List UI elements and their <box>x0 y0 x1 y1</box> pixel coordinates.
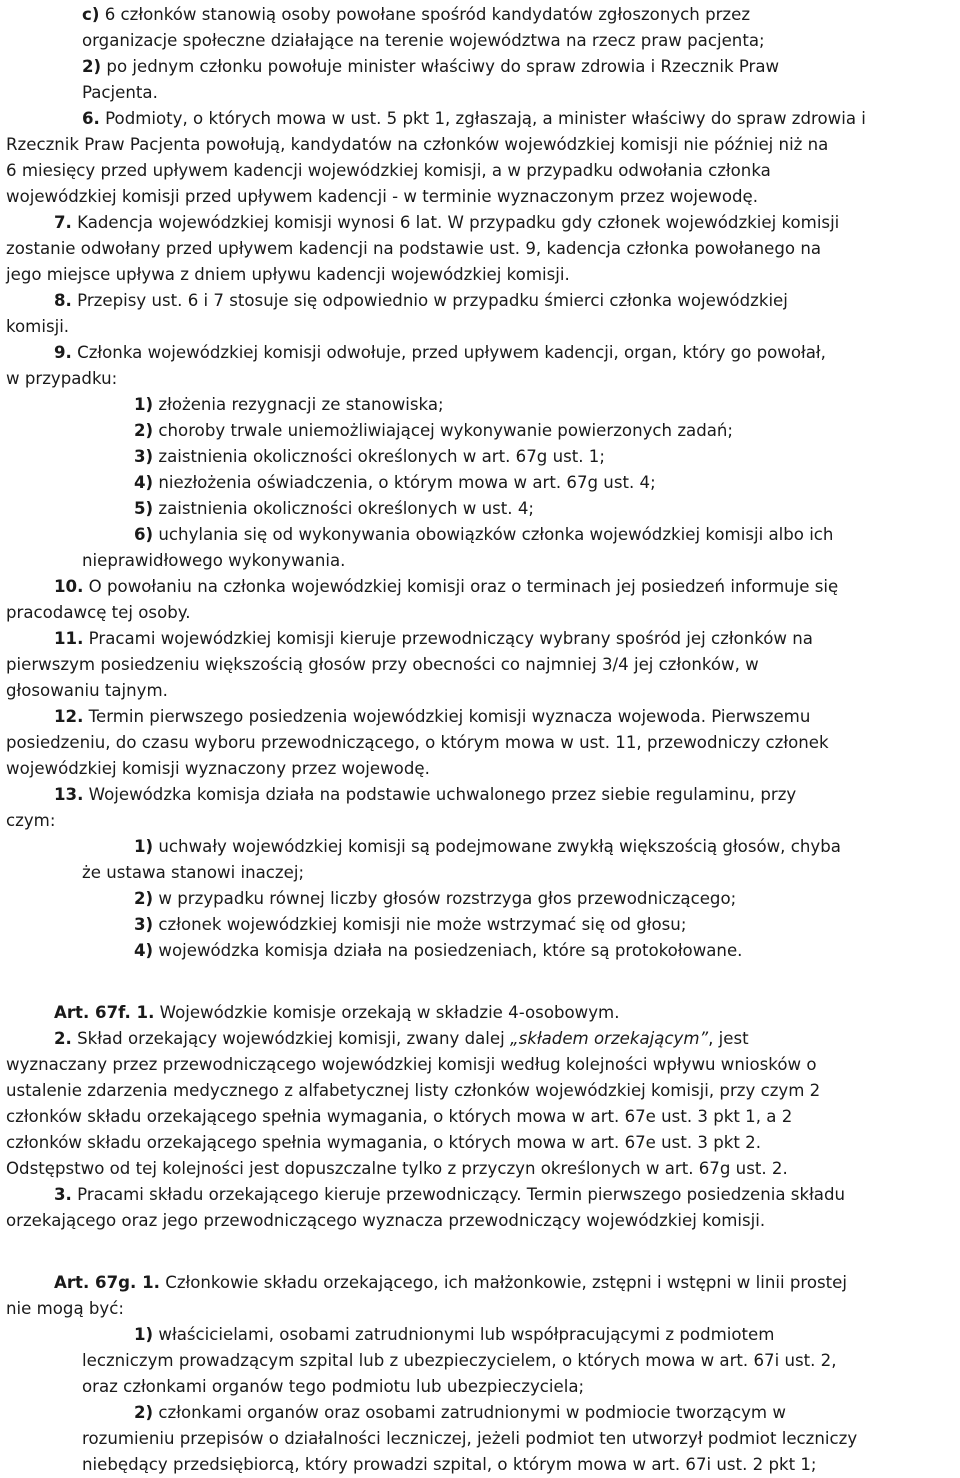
text-line <box>82 2 750 28</box>
line-text: czym: <box>6 811 56 830</box>
text-line <box>6 730 829 756</box>
line-text: Pracami składu orzekającego kieruje przewodniczący. Termin pierwszego posiedzenia składu <box>71 1185 845 1204</box>
text-line <box>134 522 833 548</box>
text-line <box>6 1156 788 1182</box>
item-label: Art. 67f. 1. <box>54 1003 155 1022</box>
line-text: wojewódzka komisja działa na posiedzeniach, które są protokołowane. <box>153 941 743 960</box>
line-text: Członka wojewódzkiej komisji odwołuje, przed upływem kadencji, organ, który go powołał, <box>71 343 826 362</box>
text-line <box>54 1182 845 1208</box>
line-text: Rzecznik Praw Pacjenta powołują, kandydatów na członków wojewódzkiej komisji nie później niż na <box>6 135 829 154</box>
text-line <box>82 1452 817 1478</box>
item-label: c) <box>82 5 100 24</box>
text-line <box>54 626 813 652</box>
line-text: komisji. <box>6 317 70 336</box>
text-line <box>6 1104 792 1130</box>
line-text: orzekającego oraz jego przewodniczącego wyznacza przewodniczący wojewódzkiej komisji. <box>6 1211 766 1230</box>
item-label: 2. <box>54 1029 72 1048</box>
item-label: 3) <box>134 447 154 466</box>
text-line <box>82 28 765 54</box>
item-label: 1) <box>134 837 154 856</box>
line-text: oraz członkami organów tego podmiotu lub ubezpieczyciela; <box>82 1377 585 1396</box>
line-text: niebędący przedsiębiorcą, który prowadzi szpital, o którym mowa w art. 67i ust. 2 pkt 1; <box>82 1455 817 1474</box>
line-text: członkami organów oraz osobami zatrudnionymi w podmiocie tworzącym w <box>153 1403 786 1422</box>
line-text: w przypadku: <box>6 369 118 388</box>
text-line <box>54 210 839 236</box>
line-text: pracodawcę tej osoby. <box>6 603 191 622</box>
text-line <box>6 1296 124 1322</box>
line-text: ustalenie zdarzenia medycznego z alfabetycznej listy członków wojewódzkiej komisji, przy czym 2 <box>6 1081 821 1100</box>
text-line <box>54 1000 620 1026</box>
text-line <box>134 470 656 496</box>
item-label: 13. <box>54 785 84 804</box>
line-text: wojewódzkiej komisji wyznaczony przez wojewodę. <box>6 759 430 778</box>
item-label: 1) <box>134 1325 154 1344</box>
italic-term: „składem orzekającym” <box>510 1029 709 1048</box>
line-text: złożenia rezygnacji ze stanowiska; <box>153 395 444 414</box>
item-label: 10. <box>54 577 84 596</box>
text-line <box>54 1026 749 1052</box>
text-line <box>6 184 758 210</box>
item-label: 4) <box>134 941 154 960</box>
line-text: Wojewódzka komisja działa na podstawie uchwalonego przez siebie regulaminu, przy <box>83 785 797 804</box>
line-text: Odstępstwo od tej kolejności jest dopuszczalne tylko z przyczyn określonych w art. 67g ust. 2. <box>6 1159 788 1178</box>
line-text: zaistnienia okoliczności określonych w art. 67g ust. 1; <box>153 447 605 466</box>
line-text: niezłożenia oświadczenia, o którym mowa w art. 67g ust. 4; <box>153 473 656 492</box>
line-text: 6 miesięcy przed upływem kadencji wojewódzkiej komisji, a w przypadku odwołania członka <box>6 161 771 180</box>
line-text: Przepisy ust. 6 i 7 stosuje się odpowiednio w przypadku śmierci członka wojewódzkiej <box>71 291 788 310</box>
line-text: Kadencja wojewódzkiej komisji wynosi 6 lat. W przypadku gdy członek wojewódzkiej komisji <box>71 213 840 232</box>
line-text: nieprawidłowego wykonywania. <box>82 551 346 570</box>
line-text: że ustawa stanowi inaczej; <box>82 863 305 882</box>
line-text: zostanie odwołany przed upływem kadencji na podstawie ust. 9, kadencja członka powołanego na <box>6 239 822 258</box>
item-label: 3) <box>134 915 154 934</box>
line-text: wojewódzkiej komisji przed upływem kadencji - w terminie wyznaczonym przez wojewodę. <box>6 187 758 206</box>
item-label: 8. <box>54 291 72 310</box>
text-line <box>82 54 779 80</box>
line-text: wyznaczany przez przewodniczącego wojewódzkiej komisji według kolejności wpływu wniosków o <box>6 1055 817 1074</box>
item-label: 2) <box>82 57 102 76</box>
item-label: 6. <box>82 109 100 128</box>
line-text: Pacjenta. <box>82 83 158 102</box>
text-line <box>134 1400 786 1426</box>
text-line <box>6 808 55 834</box>
line-text: jego miejsce upływa z dniem upływu kadencji wojewódzkiej komisji. <box>6 265 570 284</box>
text-line <box>134 418 733 444</box>
text-line <box>54 1270 847 1296</box>
item-label: 12. <box>54 707 84 726</box>
text-line <box>134 496 534 522</box>
line-text: 6 członków stanowią osoby powołane spośród kandydatów zgłoszonych przez <box>99 5 751 24</box>
item-label: 5) <box>134 499 154 518</box>
line-text: posiedzeniu, do czasu wyboru przewodniczącego, o którym mowa w ust. 11, przewodniczy członek <box>6 733 829 752</box>
text-line <box>82 548 345 574</box>
item-label: 6) <box>134 525 154 544</box>
text-line <box>6 132 828 158</box>
item-label: 1) <box>134 395 154 414</box>
text-line <box>6 262 570 288</box>
text-line <box>6 652 759 678</box>
item-label: Art. 67g. 1. <box>54 1273 160 1292</box>
text-line <box>82 860 304 886</box>
line-text: O powołaniu na członka wojewódzkiej komisji oraz o terminach jej posiedzeń informuje się <box>83 577 839 596</box>
line-text: , jest <box>708 1029 749 1048</box>
line-text: zaistnienia okoliczności określonych w ust. 4; <box>153 499 534 518</box>
text-line <box>6 756 430 782</box>
text-line <box>134 938 742 964</box>
line-text: członek wojewódzkiej komisji nie może wstrzymać się od głosu; <box>153 915 687 934</box>
item-label: 11. <box>54 629 84 648</box>
text-line <box>82 1426 857 1452</box>
line-text: pierwszym posiedzeniu większością głosów przy obecności co najmniej 3/4 jej członków, w <box>6 655 759 674</box>
text-line <box>6 600 191 626</box>
text-line <box>54 574 838 600</box>
text-line <box>6 1208 765 1234</box>
line-text: po jednym członku powołuje minister właściwy do spraw zdrowia i Rzecznik Praw <box>101 57 780 76</box>
text-line <box>6 678 168 704</box>
text-line <box>134 912 686 938</box>
item-label: 9. <box>54 343 72 362</box>
text-line <box>134 392 444 418</box>
text-line <box>54 704 810 730</box>
item-label: 7. <box>54 213 72 232</box>
text-line <box>6 236 821 262</box>
line-text: uchwały wojewódzkiej komisji są podejmowane zwykłą większością głosów, chyba <box>153 837 841 856</box>
text-line <box>54 288 788 314</box>
line-text: Pracami wojewódzkiej komisji kieruje przewodniczący wybrany spośród jej członków na <box>83 629 813 648</box>
text-line <box>82 80 158 106</box>
line-text: właścicielami, osobami zatrudnionymi lub współpracującymi z podmiotem <box>153 1325 775 1344</box>
line-text: Skład orzekający wojewódzkiej komisji, zwany dalej <box>71 1029 510 1048</box>
item-label: 2) <box>134 421 154 440</box>
text-line <box>134 1322 774 1348</box>
text-line <box>6 1130 761 1156</box>
text-line <box>82 1374 584 1400</box>
item-label: 3. <box>54 1185 72 1204</box>
text-line <box>82 106 866 132</box>
line-text: organizacje społeczne działające na terenie województwa na rzecz praw pacjenta; <box>82 31 765 50</box>
text-line <box>6 158 771 184</box>
line-text: uchylania się od wykonywania obowiązków członka wojewódzkiej komisji albo ich <box>153 525 834 544</box>
text-line <box>6 314 69 340</box>
line-text: choroby trwale uniemożliwiającej wykonywanie powierzonych zadań; <box>153 421 734 440</box>
line-text: członków składu orzekającego spełnia wymagania, o których mowa w art. 67e ust. 3 pkt 1, a 2 <box>6 1107 793 1126</box>
line-text: Termin pierwszego posiedzenia wojewódzkiej komisji wyznacza wojewoda. Pierwszemu <box>83 707 811 726</box>
text-line <box>134 444 605 470</box>
line-text: Wojewódzkie komisje orzekają w składzie 4-osobowym. <box>154 1003 620 1022</box>
text-line <box>54 340 826 366</box>
text-line <box>134 834 841 860</box>
line-text: Podmioty, o których mowa w ust. 5 pkt 1, zgłaszają, a minister właściwy do spraw zdrowia i <box>99 109 866 128</box>
item-label: 2) <box>134 1403 154 1422</box>
line-text: nie mogą być: <box>6 1299 124 1318</box>
line-text: w przypadku równej liczby głosów rozstrzyga głos przewodniczącego; <box>153 889 737 908</box>
text-line <box>54 782 796 808</box>
line-text: członków składu orzekającego spełnia wymagania, o których mowa w art. 67e ust. 3 pkt 2. <box>6 1133 761 1152</box>
item-label: 4) <box>134 473 154 492</box>
text-line <box>82 1348 837 1374</box>
text-line <box>134 886 736 912</box>
line-text: Członkowie składu orzekającego, ich małżonkowie, zstępni i wstępni w linii prostej <box>159 1273 847 1292</box>
text-line <box>6 1078 820 1104</box>
text-line <box>6 1052 816 1078</box>
item-label: 2) <box>134 889 154 908</box>
line-text: rozumieniu przepisów o działalności leczniczej, jeżeli podmiot ten utworzył podmiot leczniczy <box>82 1429 858 1448</box>
text-line <box>6 366 117 392</box>
line-text: leczniczym prowadzącym szpital lub z ubezpieczycielem, o których mowa w art. 67i ust. 2, <box>82 1351 837 1370</box>
line-text: głosowaniu tajnym. <box>6 681 168 700</box>
